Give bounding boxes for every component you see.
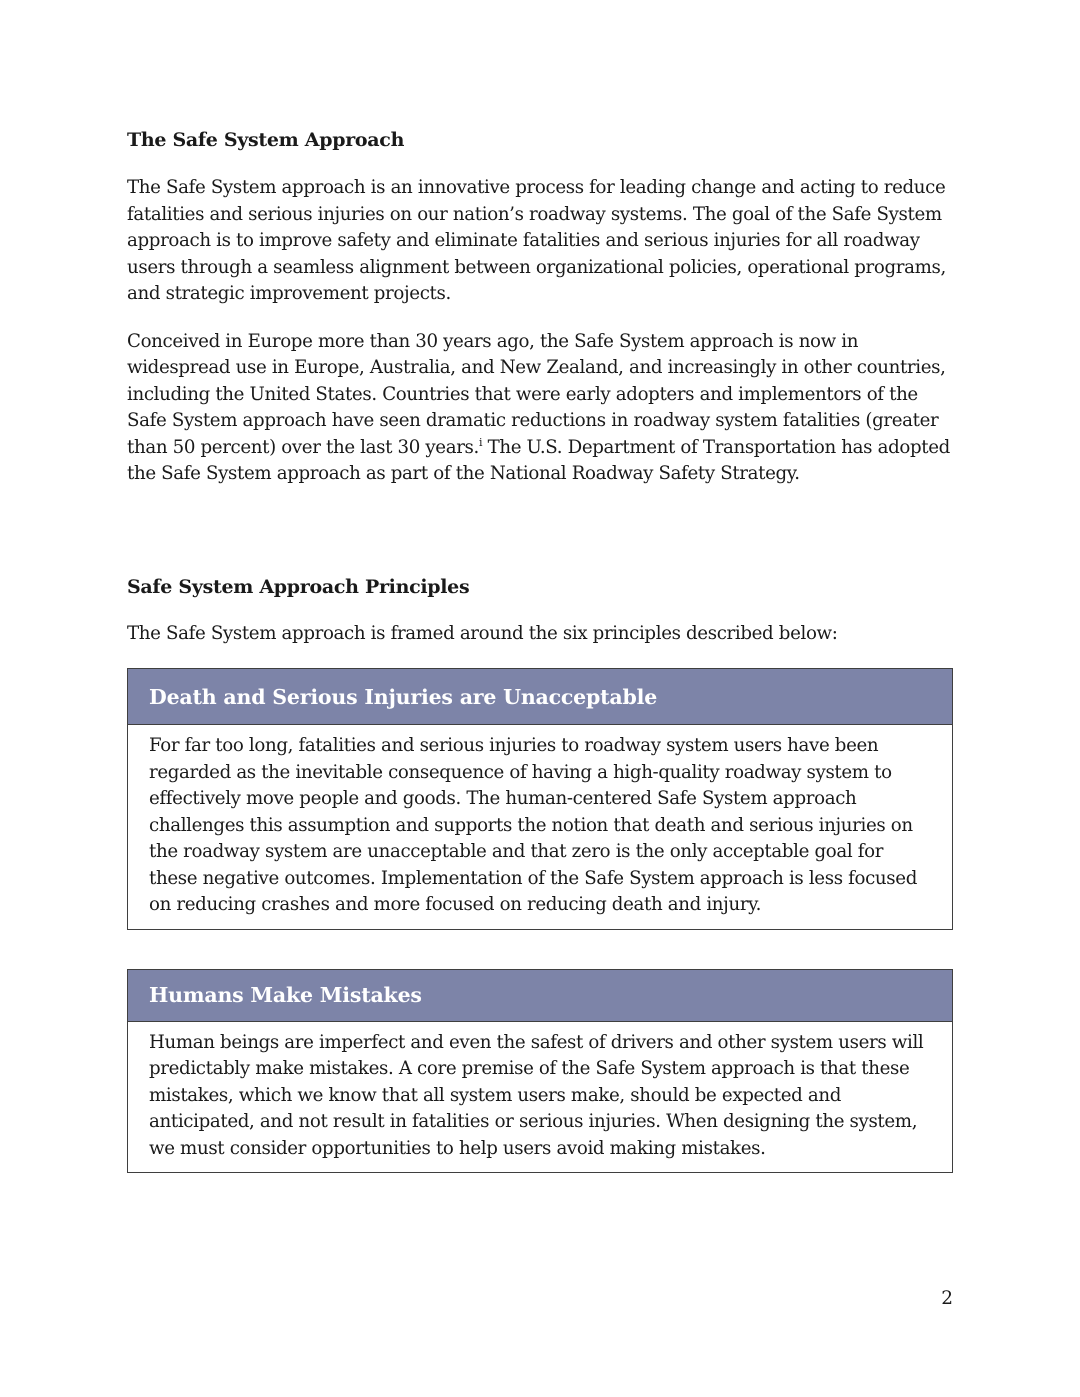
paragraph-history-text-continued: The U.S. Department of Transportation has adopted the Safe System approach as part of the National Roadway Safety Strategy. (127, 436, 950, 484)
principle-box-body (128, 725, 952, 929)
principle-box-header (128, 970, 952, 1022)
section-title-safe-system-approach: The Safe System Approach (127, 129, 405, 151)
principle-box-body (128, 1022, 952, 1173)
principle-title: Humans Make Mistakes (149, 983, 422, 1007)
page-number: 2 (941, 1288, 953, 1309)
paragraph-history-text: Conceived in Europe more than 30 years ago, the Safe System approach is now in widespread use in Europe, Australia, and New Zealand, and increasingly in other countries, including the United States. Countries that were early adopters and implementors of the Safe System approach have seen dramatic reductions in roadway system fatalities (greater than 50 percent) over the last 30 years. (127, 330, 946, 458)
principle-box-humans-mistakes (127, 969, 953, 1174)
section-title-principles: Safe System Approach Principles (127, 575, 470, 598)
principle-box-header (128, 669, 952, 725)
document-page (127, 126, 953, 1173)
endnote-marker[interactable]: i (478, 435, 483, 449)
principle-box-death-injuries (127, 668, 953, 930)
principle-title: Death and Serious Injuries are Unacceptable (149, 684, 658, 709)
paragraph-safe-system-history (127, 329, 953, 488)
principles-intro: The Safe System approach is framed around the six principles described below: (127, 622, 838, 644)
paragraph-safe-system-overview: The Safe System approach is an innovative process for leading change and acting to reduce fatalities and serious injuries on our nation’s roadway systems. The goal of the Safe System approach is to improve safety and eliminate fatalities and serious injuries for all roadway users through a seamless alignment between organizational policies, operational programs, and strategic improvement projects. (127, 177, 946, 304)
principle-description: For far too long, fatalities and serious injuries to roadway system users have been regarded as the inevitable consequence of having a high-quality roadway system to effectively move people and goods. The human-centered Safe System approach challenges this assumption and supports the notion that death and serious injuries on the roadway system are unacceptable and that zero is the only acceptable goal for these negative outcomes. Implementation of the Safe System approach is less focused on reducing crashes and more focused on reducing death and injury. (149, 735, 917, 915)
principle-description: Human beings are imperfect and even the safest of drivers and other system users will predictably make mistakes. A core premise of the Safe System approach is that these mistakes, which we know that all system users make, should be expected and anticipated, and not result in fatalities or serious injuries. When designing the system, we must consider opportunities to help users avoid making mistakes. (149, 1031, 924, 1159)
